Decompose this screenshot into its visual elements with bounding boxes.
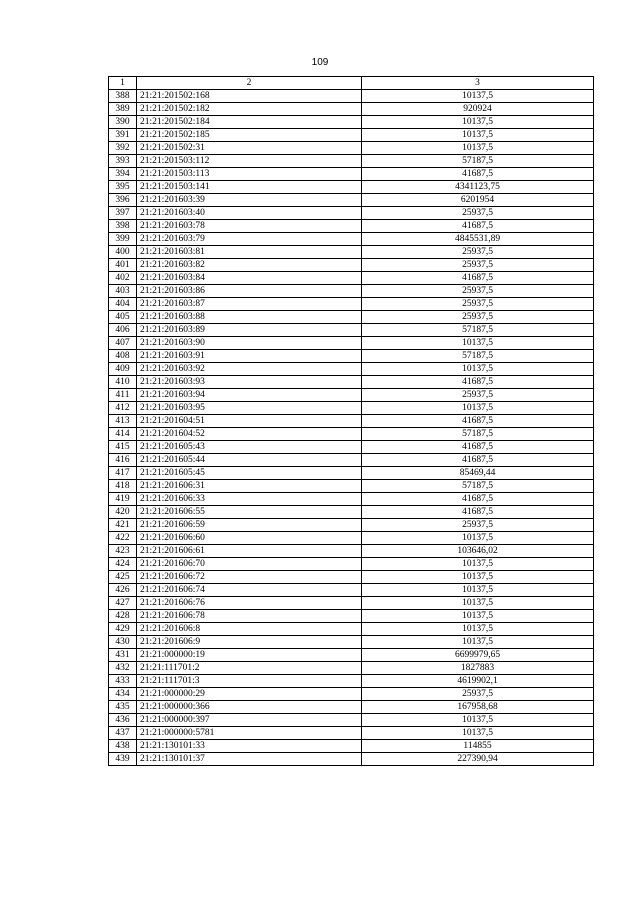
row-number: 424 xyxy=(109,558,137,571)
table-row xyxy=(109,688,594,701)
row-number: 437 xyxy=(109,727,137,740)
cadastral-number: 21:21:201605:45 xyxy=(137,467,362,480)
cadastral-number: 21:21:201603:79 xyxy=(137,233,362,246)
row-number: 428 xyxy=(109,610,137,623)
table-row xyxy=(109,363,594,376)
cadastral-value: 10137,5 xyxy=(362,363,594,376)
cadastral-value: 41687,5 xyxy=(362,272,594,285)
table-row xyxy=(109,155,594,168)
table-row xyxy=(109,519,594,532)
row-number: 414 xyxy=(109,428,137,441)
row-number: 429 xyxy=(109,623,137,636)
cadastral-number: 21:21:201603:91 xyxy=(137,350,362,363)
cadastral-value: 10137,5 xyxy=(362,584,594,597)
row-number: 434 xyxy=(109,688,137,701)
cadastral-value: 10137,5 xyxy=(362,636,594,649)
table-row xyxy=(109,454,594,467)
row-number: 394 xyxy=(109,168,137,181)
row-number: 398 xyxy=(109,220,137,233)
table-row xyxy=(109,259,594,272)
table-row xyxy=(109,584,594,597)
table-row xyxy=(109,350,594,363)
cadastral-value: 25937,5 xyxy=(362,389,594,402)
cadastral-value: 10137,5 xyxy=(362,337,594,350)
cadastral-value: 1827883 xyxy=(362,662,594,675)
cadastral-number: 21:21:201603:93 xyxy=(137,376,362,389)
table-row xyxy=(109,90,594,103)
cadastral-value: 41687,5 xyxy=(362,415,594,428)
table-row xyxy=(109,467,594,480)
cadastral-number: 21:21:201603:94 xyxy=(137,389,362,402)
cadastral-number: 21:21:201606:9 xyxy=(137,636,362,649)
row-number: 431 xyxy=(109,649,137,662)
row-number: 417 xyxy=(109,467,137,480)
table-row xyxy=(109,272,594,285)
row-number: 418 xyxy=(109,480,137,493)
cadastral-value: 25937,5 xyxy=(362,207,594,220)
cadastral-number: 21:21:201605:43 xyxy=(137,441,362,454)
table-row xyxy=(109,207,594,220)
cadastral-value: 167958,68 xyxy=(362,701,594,714)
cadastral-number: 21:21:201603:86 xyxy=(137,285,362,298)
cadastral-number: 21:21:201603:95 xyxy=(137,402,362,415)
table-row xyxy=(109,181,594,194)
row-number: 396 xyxy=(109,194,137,207)
cadastral-number: 21:21:000000:5781 xyxy=(137,727,362,740)
cadastral-value: 10137,5 xyxy=(362,142,594,155)
column-header-1: 1 xyxy=(109,77,137,90)
cadastral-number: 21:21:201603:92 xyxy=(137,363,362,376)
cadastral-number: 21:21:201603:81 xyxy=(137,246,362,259)
row-number: 399 xyxy=(109,233,137,246)
cadastral-value: 4619902,1 xyxy=(362,675,594,688)
table-header-row xyxy=(109,77,594,90)
cadastral-value: 10137,5 xyxy=(362,727,594,740)
cadastral-number: 21:21:201606:31 xyxy=(137,480,362,493)
cadastral-value: 10137,5 xyxy=(362,558,594,571)
row-number: 410 xyxy=(109,376,137,389)
row-number: 433 xyxy=(109,675,137,688)
table-row xyxy=(109,623,594,636)
cadastral-value: 10137,5 xyxy=(362,623,594,636)
row-number: 427 xyxy=(109,597,137,610)
cadastral-value: 57187,5 xyxy=(362,324,594,337)
cadastral-number: 21:21:201605:44 xyxy=(137,454,362,467)
cadastral-value-table xyxy=(108,76,594,766)
cadastral-value: 227390,94 xyxy=(362,753,594,766)
table-row xyxy=(109,376,594,389)
cadastral-value: 41687,5 xyxy=(362,168,594,181)
table-row xyxy=(109,194,594,207)
cadastral-number: 21:21:201603:90 xyxy=(137,337,362,350)
cadastral-number: 21:21:201503:113 xyxy=(137,168,362,181)
cadastral-number: 21:21:201603:87 xyxy=(137,298,362,311)
row-number: 411 xyxy=(109,389,137,402)
cadastral-number: 21:21:201604:51 xyxy=(137,415,362,428)
table-row xyxy=(109,571,594,584)
cadastral-number: 21:21:111701:3 xyxy=(137,675,362,688)
cadastral-number: 21:21:130101:33 xyxy=(137,740,362,753)
row-number: 413 xyxy=(109,415,137,428)
cadastral-value: 6699979,65 xyxy=(362,649,594,662)
cadastral-value: 10137,5 xyxy=(362,571,594,584)
row-number: 438 xyxy=(109,740,137,753)
table-row xyxy=(109,701,594,714)
row-number: 402 xyxy=(109,272,137,285)
cadastral-number: 21:21:000000:19 xyxy=(137,649,362,662)
table-row xyxy=(109,545,594,558)
table-row xyxy=(109,597,594,610)
cadastral-number: 21:21:201606:72 xyxy=(137,571,362,584)
table-row xyxy=(109,298,594,311)
table-row xyxy=(109,662,594,675)
cadastral-number: 21:21:201603:39 xyxy=(137,194,362,207)
table-row xyxy=(109,285,594,298)
table-row xyxy=(109,636,594,649)
cadastral-value: 41687,5 xyxy=(362,220,594,233)
cadastral-value: 57187,5 xyxy=(362,480,594,493)
cadastral-value: 25937,5 xyxy=(362,519,594,532)
cadastral-value: 41687,5 xyxy=(362,376,594,389)
cadastral-value: 920924 xyxy=(362,103,594,116)
row-number: 421 xyxy=(109,519,137,532)
cadastral-value: 10137,5 xyxy=(362,116,594,129)
cadastral-value: 57187,5 xyxy=(362,350,594,363)
table-row xyxy=(109,402,594,415)
table-row xyxy=(109,389,594,402)
table-row xyxy=(109,727,594,740)
cadastral-number: 21:21:201502:185 xyxy=(137,129,362,142)
cadastral-number: 21:21:201604:52 xyxy=(137,428,362,441)
row-number: 403 xyxy=(109,285,137,298)
row-number: 426 xyxy=(109,584,137,597)
row-number: 409 xyxy=(109,363,137,376)
table-row xyxy=(109,246,594,259)
row-number: 408 xyxy=(109,350,137,363)
table-row xyxy=(109,506,594,519)
cadastral-number: 21:21:130101:37 xyxy=(137,753,362,766)
cadastral-number: 21:21:201603:78 xyxy=(137,220,362,233)
row-number: 390 xyxy=(109,116,137,129)
table-row xyxy=(109,740,594,753)
cadastral-number: 21:21:201603:40 xyxy=(137,207,362,220)
cadastral-number: 21:21:201606:61 xyxy=(137,545,362,558)
cadastral-value: 25937,5 xyxy=(362,259,594,272)
cadastral-value: 41687,5 xyxy=(362,454,594,467)
row-number: 415 xyxy=(109,441,137,454)
row-number: 416 xyxy=(109,454,137,467)
cadastral-value: 6201954 xyxy=(362,194,594,207)
row-number: 388 xyxy=(109,90,137,103)
cadastral-number: 21:21:201606:55 xyxy=(137,506,362,519)
row-number: 430 xyxy=(109,636,137,649)
table-row xyxy=(109,337,594,350)
row-number: 395 xyxy=(109,181,137,194)
cadastral-number: 21:21:201606:70 xyxy=(137,558,362,571)
cadastral-number: 21:21:201606:59 xyxy=(137,519,362,532)
cadastral-number: 21:21:201503:112 xyxy=(137,155,362,168)
cadastral-value: 25937,5 xyxy=(362,688,594,701)
cadastral-number: 21:21:111701:2 xyxy=(137,662,362,675)
cadastral-value: 10137,5 xyxy=(362,402,594,415)
cadastral-value: 25937,5 xyxy=(362,246,594,259)
cadastral-value: 10137,5 xyxy=(362,532,594,545)
cadastral-number: 21:21:201603:88 xyxy=(137,311,362,324)
cadastral-number: 21:21:201606:60 xyxy=(137,532,362,545)
row-number: 422 xyxy=(109,532,137,545)
row-number: 400 xyxy=(109,246,137,259)
table-row xyxy=(109,675,594,688)
table-row xyxy=(109,558,594,571)
cadastral-value: 4341123,75 xyxy=(362,181,594,194)
row-number: 420 xyxy=(109,506,137,519)
cadastral-value: 10137,5 xyxy=(362,90,594,103)
cadastral-value: 57187,5 xyxy=(362,428,594,441)
cadastral-number: 21:21:000000:366 xyxy=(137,701,362,714)
table-row xyxy=(109,714,594,727)
cadastral-value: 25937,5 xyxy=(362,298,594,311)
row-number: 397 xyxy=(109,207,137,220)
cadastral-value: 103646,02 xyxy=(362,545,594,558)
row-number: 425 xyxy=(109,571,137,584)
row-number: 423 xyxy=(109,545,137,558)
table-row xyxy=(109,753,594,766)
table-row xyxy=(109,415,594,428)
table-row xyxy=(109,233,594,246)
row-number: 436 xyxy=(109,714,137,727)
cadastral-value: 4845531,89 xyxy=(362,233,594,246)
row-number: 391 xyxy=(109,129,137,142)
cadastral-value: 10137,5 xyxy=(362,610,594,623)
row-number: 393 xyxy=(109,155,137,168)
table-row xyxy=(109,311,594,324)
cadastral-number: 21:21:201606:78 xyxy=(137,610,362,623)
cadastral-value: 25937,5 xyxy=(362,311,594,324)
row-number: 439 xyxy=(109,753,137,766)
cadastral-number: 21:21:201502:31 xyxy=(137,142,362,155)
cadastral-number: 21:21:201606:74 xyxy=(137,584,362,597)
cadastral-number: 21:21:201503:141 xyxy=(137,181,362,194)
table-row xyxy=(109,168,594,181)
table-row xyxy=(109,532,594,545)
cadastral-value: 41687,5 xyxy=(362,441,594,454)
table-row xyxy=(109,428,594,441)
table-row xyxy=(109,480,594,493)
table-row xyxy=(109,129,594,142)
cadastral-value: 57187,5 xyxy=(362,155,594,168)
cadastral-value: 85469,44 xyxy=(362,467,594,480)
cadastral-number: 21:21:201502:184 xyxy=(137,116,362,129)
cadastral-number: 21:21:000000:29 xyxy=(137,688,362,701)
row-number: 404 xyxy=(109,298,137,311)
row-number: 432 xyxy=(109,662,137,675)
cadastral-value: 41687,5 xyxy=(362,493,594,506)
cadastral-number: 21:21:201502:182 xyxy=(137,103,362,116)
cadastral-value: 10137,5 xyxy=(362,129,594,142)
table-row xyxy=(109,103,594,116)
row-number: 407 xyxy=(109,337,137,350)
row-number: 405 xyxy=(109,311,137,324)
row-number: 419 xyxy=(109,493,137,506)
table-row xyxy=(109,649,594,662)
row-number: 401 xyxy=(109,259,137,272)
table-row xyxy=(109,493,594,506)
cadastral-number: 21:21:201606:33 xyxy=(137,493,362,506)
table-row xyxy=(109,610,594,623)
table-row xyxy=(109,116,594,129)
cadastral-value: 10137,5 xyxy=(362,714,594,727)
cadastral-number: 21:21:201502:168 xyxy=(137,90,362,103)
cadastral-value: 10137,5 xyxy=(362,597,594,610)
cadastral-value: 25937,5 xyxy=(362,285,594,298)
table-row xyxy=(109,324,594,337)
page-number: 109 xyxy=(311,57,329,68)
table-row xyxy=(109,441,594,454)
row-number: 412 xyxy=(109,402,137,415)
cadastral-value: 41687,5 xyxy=(362,506,594,519)
table-row xyxy=(109,220,594,233)
cadastral-value: 114855 xyxy=(362,740,594,753)
table-row xyxy=(109,142,594,155)
row-number: 406 xyxy=(109,324,137,337)
cadastral-number: 21:21:201603:89 xyxy=(137,324,362,337)
cadastral-number: 21:21:201603:82 xyxy=(137,259,362,272)
cadastral-number: 21:21:201603:84 xyxy=(137,272,362,285)
column-header-3: 3 xyxy=(362,77,594,90)
cadastral-number: 21:21:000000:397 xyxy=(137,714,362,727)
cadastral-number: 21:21:201606:8 xyxy=(137,623,362,636)
table-body xyxy=(109,90,594,766)
cadastral-number: 21:21:201606:76 xyxy=(137,597,362,610)
row-number: 392 xyxy=(109,142,137,155)
row-number: 435 xyxy=(109,701,137,714)
column-header-2: 2 xyxy=(137,77,362,90)
row-number: 389 xyxy=(109,103,137,116)
